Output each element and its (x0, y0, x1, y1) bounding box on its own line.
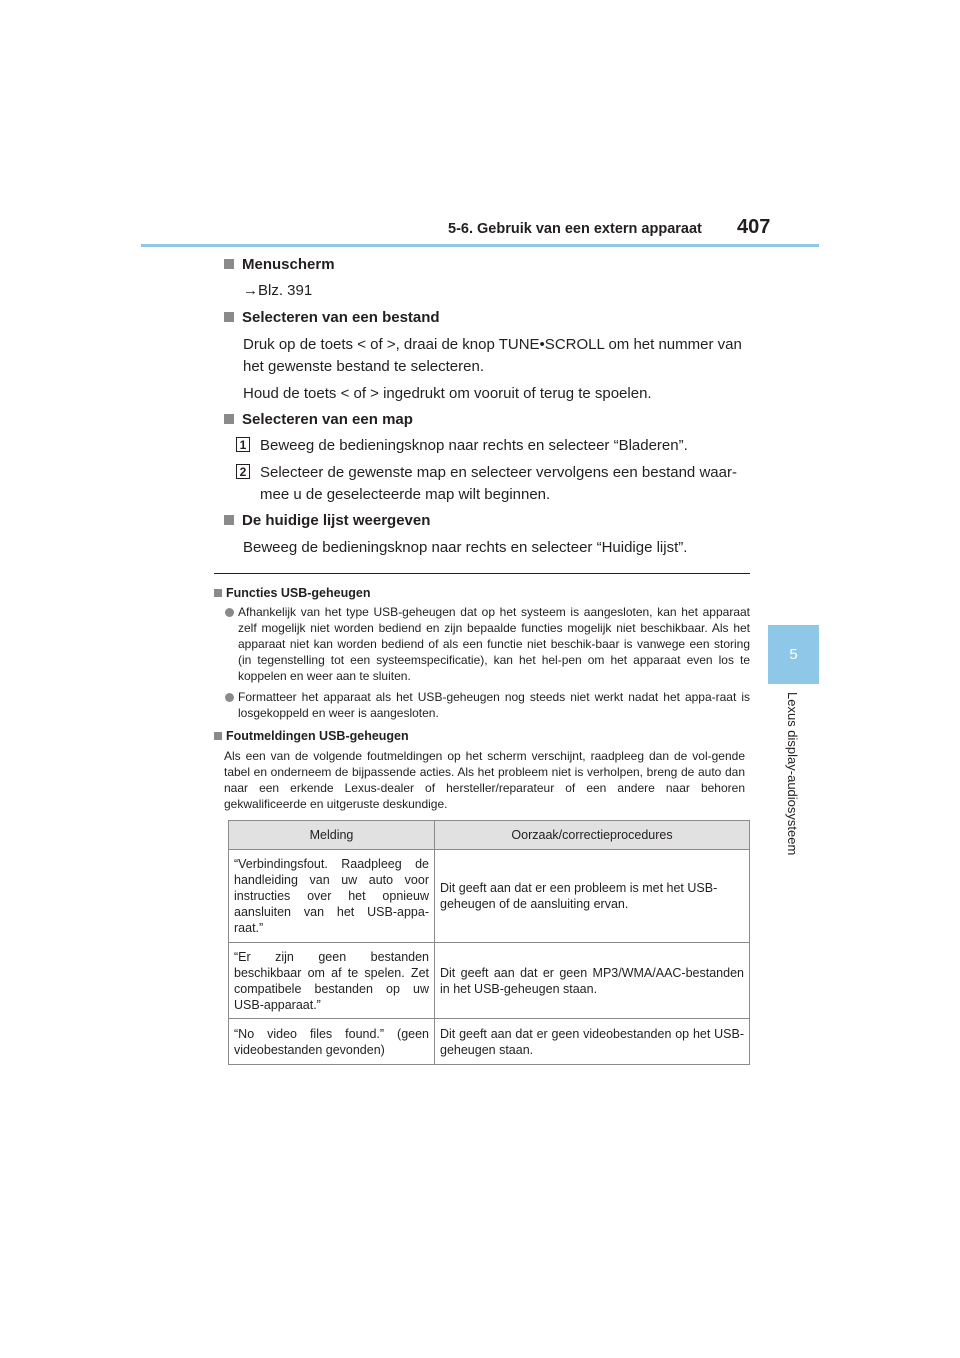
table-cell-message: “Verbindingsfout. Raadpleeg de handleiding van uw auto voor instructies over het opnieuw aansluiten van het USB-appa-raat.” (229, 850, 435, 943)
select-file-text-1: Druk op de toets < of >, draai de knop TUNE•SCROLL om het nummer van (243, 336, 742, 353)
table-cell-cause: Dit geeft aan dat er geen MP3/WMA/AAC-bestanden in het USB-geheugen staan. (435, 943, 750, 1019)
chapter-tab (768, 625, 819, 684)
table-cell-cause: Dit geeft aan dat er geen videobestanden op het USB-geheugen staan. (435, 1019, 750, 1065)
running-header-section: 5-6. Gebruik van een extern apparaat (448, 221, 702, 237)
round-bullet-icon (225, 608, 234, 617)
table-header-cell: Melding (229, 821, 435, 850)
step-2-text-1: Selecteer de gewenste map en selecteer vervolgens een bestand waar- (260, 464, 737, 481)
usb-functions-heading-row (214, 584, 370, 602)
square-bullet-icon (214, 732, 222, 740)
select-file-text-2: het gewenste bestand te selecteren. (243, 358, 484, 375)
current-list-heading: De huidige lijst weergeven (242, 512, 431, 529)
table-cell-message: “Er zijn geen bestanden beschikbaar om af te spelen. Zet compatibele bestanden op uw USB-apparaat.” (229, 943, 435, 1019)
header-rule (141, 244, 819, 247)
select-file-text-3: Houd de toets < of > ingedrukt om vooruit of terug te spoelen. (243, 385, 652, 402)
step-2-text-2: mee u de geselecteerde map wilt beginnen. (260, 486, 551, 503)
menu-heading: Menuscherm (242, 256, 335, 273)
select-file-heading-row (224, 309, 440, 327)
usb-functions-heading: Functies USB-geheugen (226, 586, 371, 600)
chapter-number: 5 (789, 646, 798, 663)
chapter-title: Lexus display-audiosysteem (785, 692, 800, 856)
round-bullet-icon (225, 693, 234, 702)
select-folder-heading-row (224, 411, 413, 429)
usb-errors-text: Als een van de volgende foutmeldingen op het scherm verschijnt, raadpleeg dan de vol-gende tabel en onderneem de bijpassende acties. Als het probleem niet is verholpen, breng de auto dan naar een erkende Lexus-dealer of hersteller/reparateur of een andere naar behoren gekwalificeerde en uitgeruste deskundige. (224, 749, 745, 811)
usb-functions-bullet-2: Formatteer het apparaat als het USB-geheugen nog steeds niet werkt nadat het appa-raat is losgekoppeld en weer is aangesloten. (238, 690, 750, 720)
square-bullet-icon (214, 589, 222, 597)
section-divider (214, 573, 750, 574)
table-header-row (229, 821, 750, 850)
select-file-heading: Selecteren van een bestand (242, 309, 440, 326)
table-row (229, 850, 750, 943)
square-bullet-icon (224, 515, 234, 525)
table-row (229, 1019, 750, 1065)
current-list-heading-row (224, 512, 430, 530)
square-bullet-icon (224, 414, 234, 424)
menu-page-ref: →Blz. 391 (243, 282, 313, 299)
page-number: 407 (737, 216, 771, 238)
menu-heading-row (224, 256, 335, 274)
select-folder-heading: Selecteren van een map (242, 411, 413, 428)
table-cell-message: “No video files found.” (geen videobestanden gevonden) (229, 1019, 435, 1065)
square-bullet-icon (224, 259, 234, 269)
step-1-text: Beweeg de bedieningsknop naar rechts en selecteer “Bladeren”. (260, 437, 688, 454)
usb-errors-heading: Foutmeldingen USB-geheugen (226, 729, 409, 743)
table-row (229, 943, 750, 1019)
table-header-cell: Oorzaak/correctieprocedures (435, 821, 750, 850)
current-list-text: Beweeg de bedieningsknop naar rechts en selecteer “Huidige lijst”. (243, 539, 688, 556)
table-cell-cause: Dit geeft aan dat er een probleem is met het USB-geheugen of de aansluiting ervan. (435, 850, 750, 943)
step-number-2: 2 (236, 464, 250, 479)
square-bullet-icon (224, 312, 234, 322)
usb-functions-bullet-1: Afhankelijk van het type USB-geheugen dat op het systeem is aangesloten, kan het apparaat zelf mogelijk niet worden bediend en zijn bepaalde functies mogelijk niet beschikbaar. Als het apparaat niet kan worden bediend of als een functie niet beschik-baar is vanwege een storing (in tegenstelling tot een systeemspecificatie), kan het hel-pen om het apparaat even los te koppelen en weer aan te sluiten. (238, 605, 750, 683)
error-message-table (228, 820, 750, 1065)
usb-errors-heading-row (214, 727, 409, 745)
step-number-1: 1 (236, 437, 250, 452)
